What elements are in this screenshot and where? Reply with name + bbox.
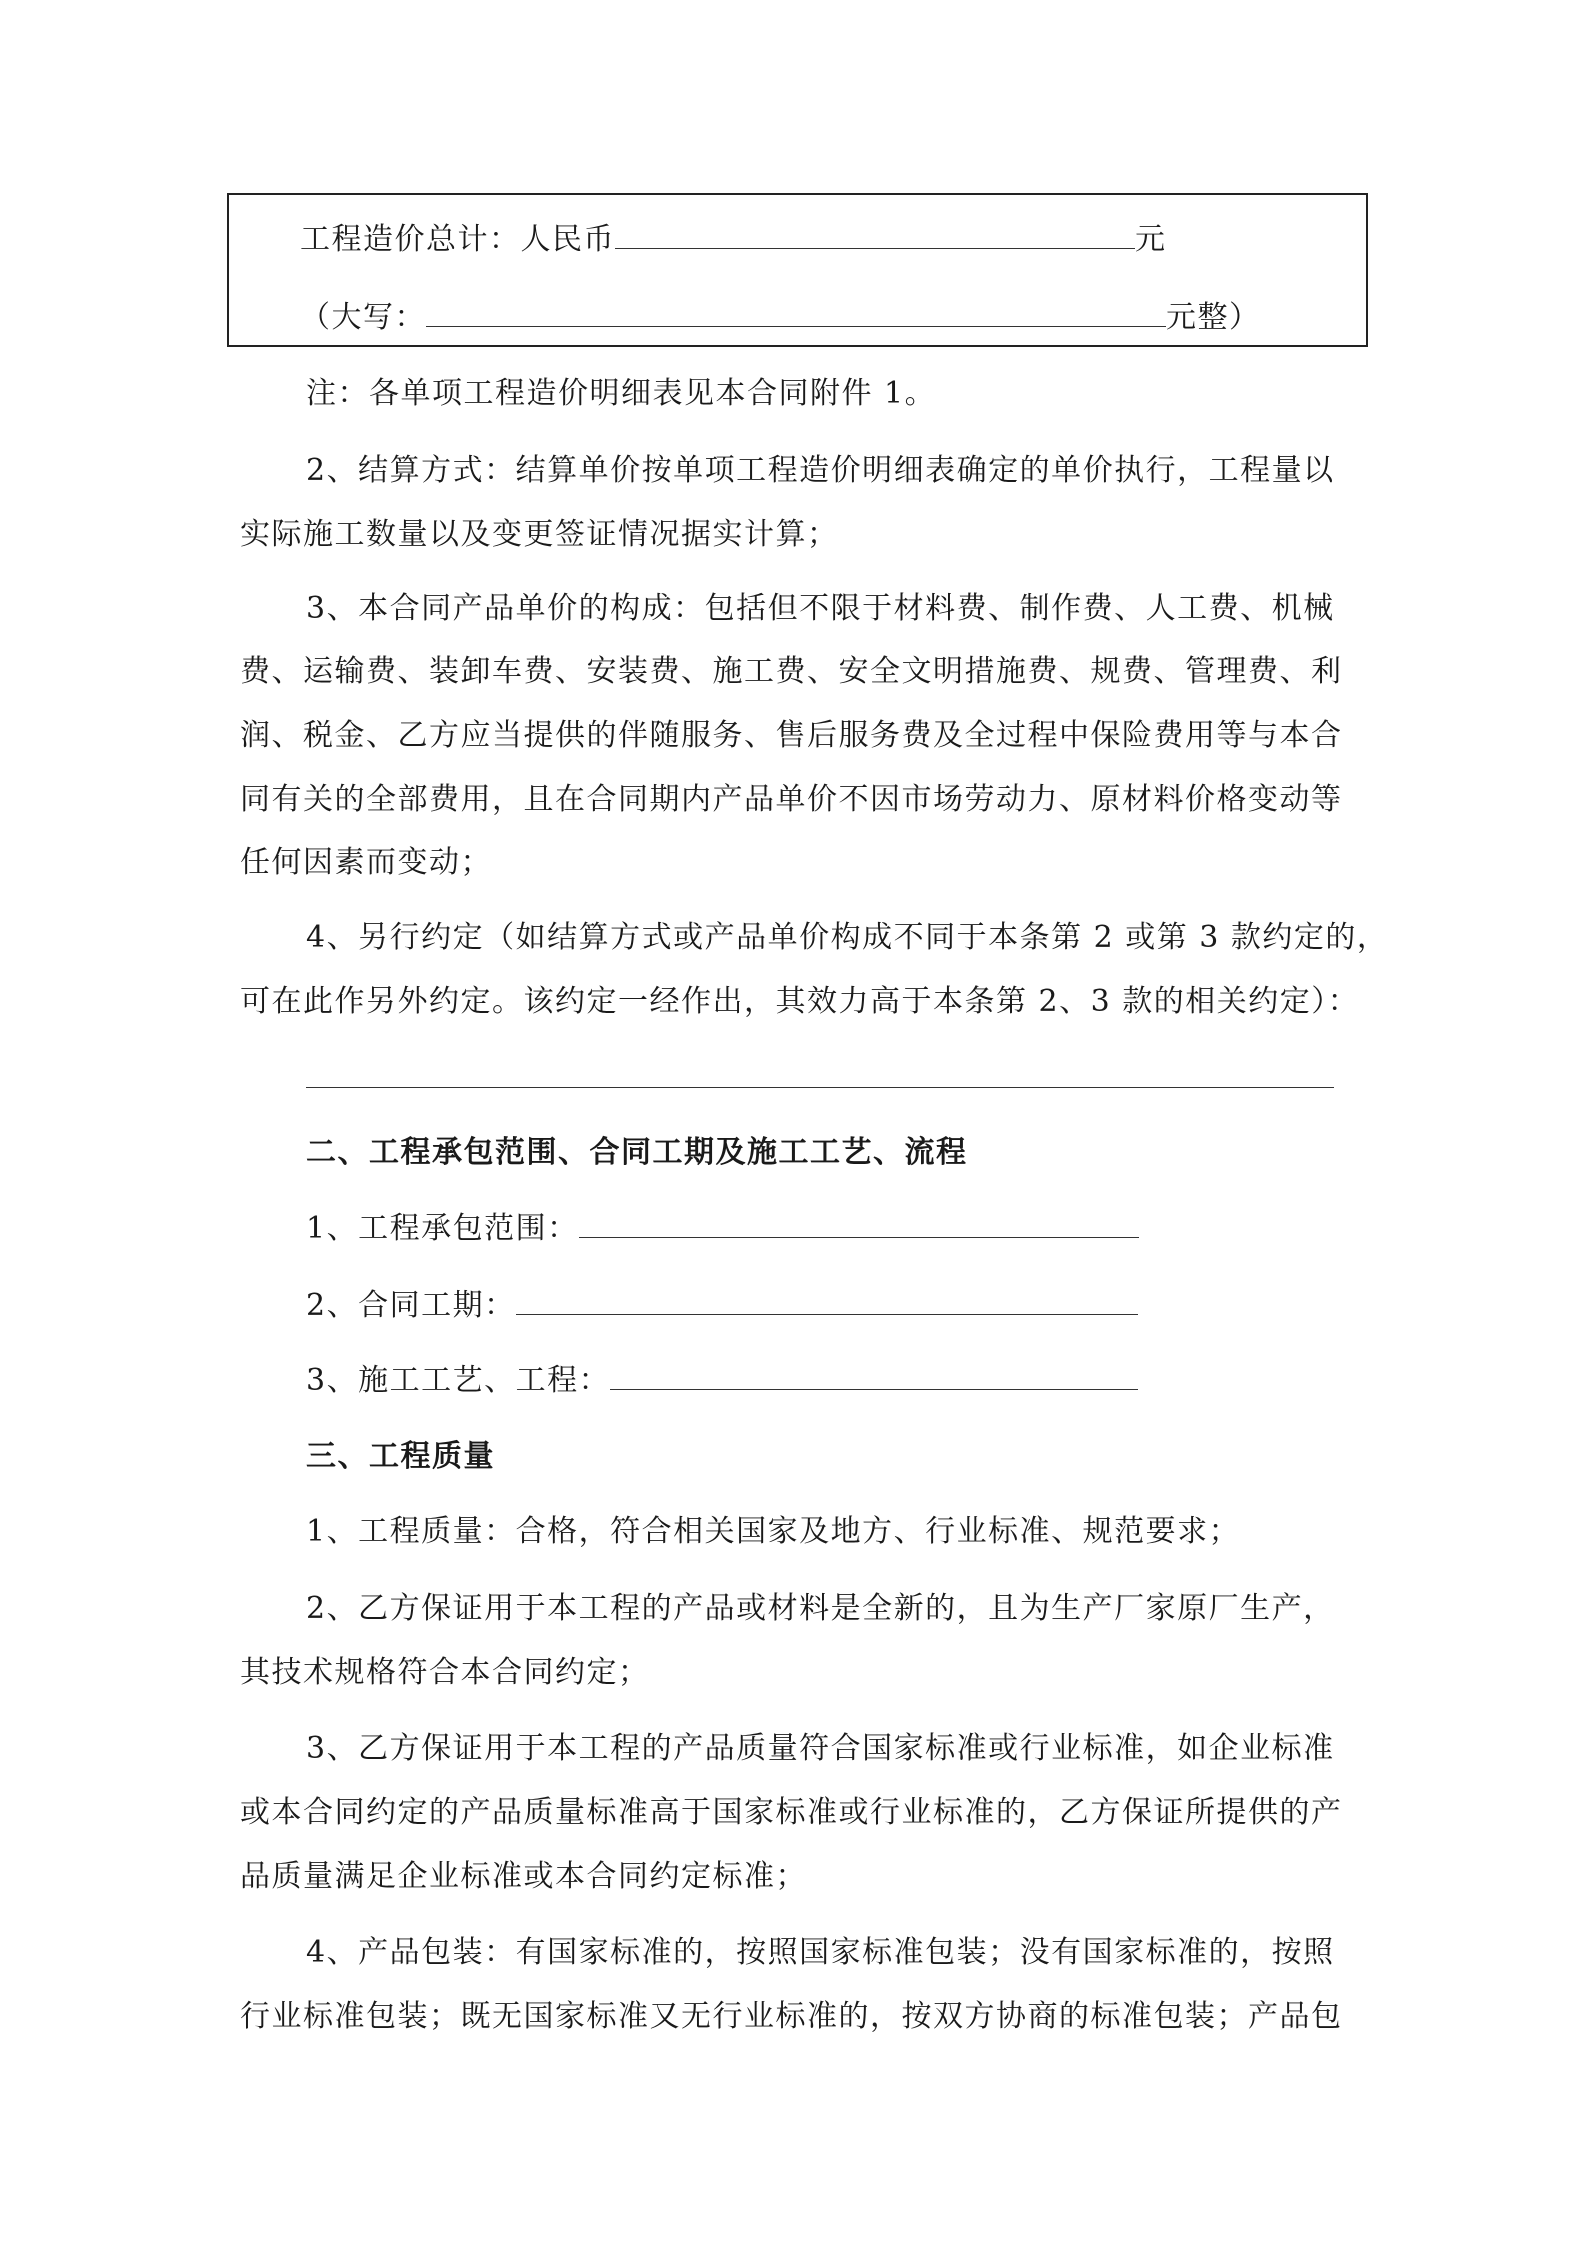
unit-price-line-2: 费、运输费、装卸车费、安装费、施工费、安全文明措施费、规费、管理费、利 [240,654,1343,689]
period-label: 2、合同工期： [306,1288,516,1323]
capital-amount-line [300,298,1261,338]
process-label: 3、施工工艺、工程： [306,1363,611,1398]
other-agreement-line-2: 可在此作另外约定。该约定一经作出，其效力高于本条第 2、3 款的相关约定）： [240,984,1360,1019]
scope-label: 1、工程承包范围： [306,1211,579,1246]
quality-item-4-line-1: 4、产品包装：有国家标准的，按照国家标准包装；没有国家标准的，按照 [306,1935,1335,1970]
quality-item-4-line-2: 行业标准包装；既无国家标准又无行业标准的，按双方协商的标准包装；产品包 [240,1999,1343,2034]
total-cost-label: 工程造价总计：人民币 [300,222,615,257]
quality-item-2-line-2: 其技术规格符合本合同约定； [240,1655,650,1690]
quality-item-3-line-2: 或本合同约定的产品质量标准高于国家标准或行业标准的，乙方保证所提供的产 [240,1795,1343,1830]
capital-amount-blank [426,300,1166,327]
note-line: 注：各单项工程造价明细表见本合同附件 1。 [306,376,937,411]
scope-blank [579,1211,1139,1238]
process-blank [610,1363,1138,1390]
process-line [306,1361,1138,1401]
unit-price-line-3: 润、税金、乙方应当提供的伴随服务、售后服务费及全过程中保险费用等与本合 [240,718,1343,753]
total-cost-blank [615,222,1135,249]
unit-price-line-1: 3、本合同产品单价的构成：包括但不限于材料费、制作费、人工费、机械 [306,591,1335,626]
period-line [306,1286,1138,1326]
section-2-heading: 二、工程承包范围、合同工期及施工工艺、流程 [306,1135,968,1170]
quality-item-1: 1、工程质量：合格，符合相关国家及地方、行业标准、规范要求； [306,1514,1241,1549]
period-blank [516,1288,1138,1315]
unit-price-line-5: 任何因素而变动； [240,845,492,880]
scope-line [306,1209,1139,1249]
total-cost-unit: 元 [1135,222,1167,257]
other-agreement-line-1: 4、另行约定（如结算方式或产品单价构成不同于本条第 2 或第 3 款约定的， [306,920,1389,955]
total-cost-line [300,220,1167,260]
other-agreement-blank [306,1087,1334,1088]
capital-amount-unit: 元整） [1166,300,1261,335]
unit-price-line-4: 同有关的全部费用，且在合同期内产品单价不因市场劳动力、原材料价格变动等 [240,782,1343,817]
settlement-line-1: 2、结算方式：结算单价按单项工程造价明细表确定的单价执行，工程量以 [306,453,1335,488]
quality-item-3-line-1: 3、乙方保证用于本工程的产品质量符合国家标准或行业标准，如企业标准 [306,1731,1335,1766]
settlement-line-2: 实际施工数量以及变更签证情况据实计算； [240,517,839,552]
capital-amount-label: （大写： [300,300,426,335]
section-3-heading: 三、工程质量 [306,1439,495,1474]
quality-item-2-line-1: 2、乙方保证用于本工程的产品或材料是全新的，且为生产厂家原厂生产， [306,1591,1335,1626]
quality-item-3-line-3: 品质量满足企业标准或本合同约定标准； [240,1859,807,1894]
